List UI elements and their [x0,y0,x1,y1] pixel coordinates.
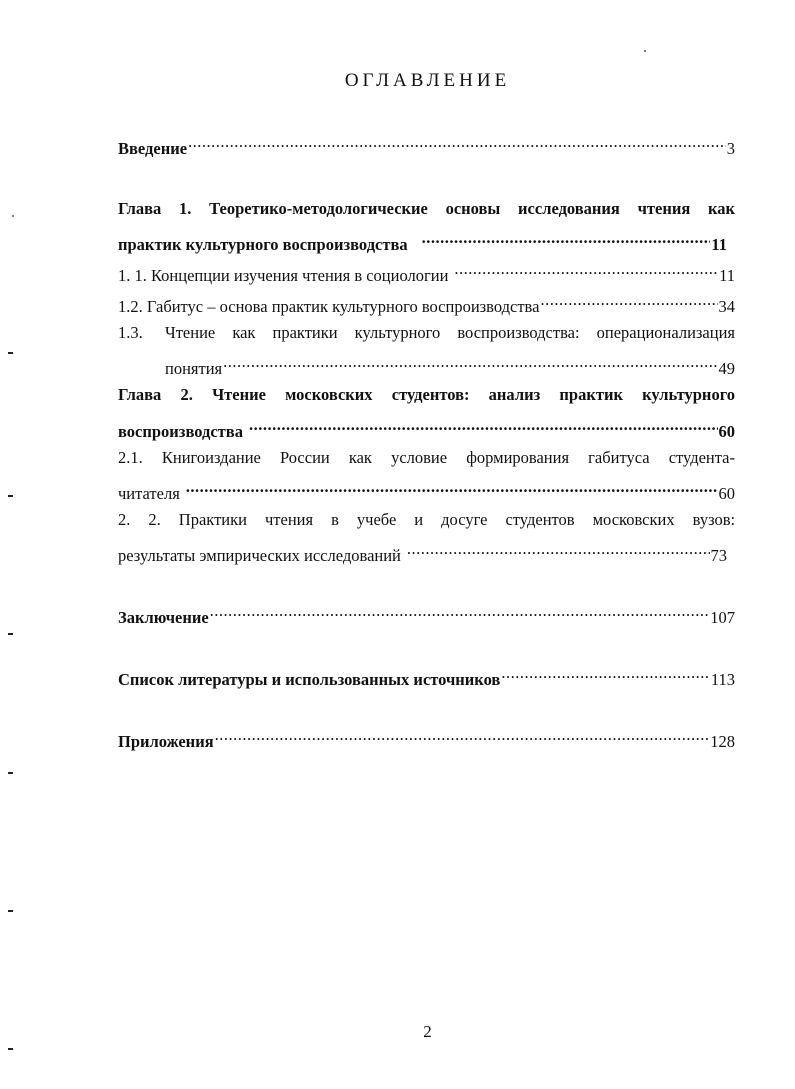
word: анализ [488,385,541,404]
toc-entry-page: 11 [711,235,727,254]
toc-leader-dots [215,727,710,747]
word: московских [285,385,373,404]
scan-speck [12,215,14,217]
toc-entry-label: 1.2. Габитус – основа практик культурного воспроизводства [118,297,540,316]
toc-entry-label: Список литературы и использованных источников [118,670,501,689]
toc-chapter-2-line-2[interactable] [118,417,735,442]
toc-leader-dots [186,479,718,499]
scan-mark [8,910,13,912]
toc-leader-dots [188,134,726,154]
toc-entry-label: 1. 1. Концепции изучения чтения в социологии [118,266,449,285]
scan-mark [8,1048,13,1050]
toc-leader-dots [422,230,711,250]
toc-entry-label: Заключение [118,608,209,627]
toc-entry-label: Введение [118,139,188,158]
toc-entry-page: 60 [718,484,735,503]
toc-leader-dots [223,354,717,374]
toc-section-1-3-line-1[interactable]: Чтение как практики культурного воспроизводства: операционализация [165,323,735,342]
toc-entry-literature[interactable] [118,665,735,690]
toc-entry-label: результаты эмпирических исследований [118,546,401,565]
word: студентов [505,510,575,529]
toc-entry-label: читателя [118,484,180,503]
word: культурного [642,385,736,404]
toc-entry-conclusion[interactable] [118,603,735,628]
word: исследования [518,199,620,218]
word: московских [592,510,675,529]
toc-section-2-2-line-2[interactable] [118,541,727,566]
toc-entry-label: практик культурного воспроизводства [118,235,408,254]
word: досуге [441,510,488,529]
toc-leader-dots [407,541,710,561]
word: Книгоиздание [161,448,261,467]
scan-mark [8,772,13,774]
toc-entry-intro[interactable] [118,134,735,159]
toc-chapter-1-line-1[interactable] [118,199,735,219]
word: чтения [264,510,314,529]
toc-section-1-3-number: 1.3. [118,323,143,342]
toc-leader-dots [210,603,710,623]
toc-section-2-1-line-2[interactable] [118,479,735,504]
toc-section-2-2-line-1[interactable] [118,510,735,530]
scan-mark [8,352,13,354]
toc-chapter-1-line-2[interactable] [118,230,727,255]
word: практик [559,385,623,404]
toc-entry-page: 73 [710,546,727,565]
word: 2. [118,510,131,529]
scan-speck [644,50,646,52]
toc-entry-page: 34 [718,297,735,316]
page-number: 2 [423,1022,432,1041]
toc-entry-label: Приложения [118,732,214,751]
toc-leader-dots [501,665,710,685]
word: студентов: [391,385,470,404]
toc-entry-page: 128 [710,732,735,751]
toc-entry-appendix[interactable] [118,727,735,752]
toc-chapter-2-line-1[interactable] [118,385,735,405]
word: Практики [178,510,247,529]
word: Глава [118,385,162,404]
scan-mark [8,495,13,497]
word: Теоретико-методологические [209,199,428,218]
toc-section-1-2[interactable] [118,292,735,317]
word: 2. [180,385,193,404]
toc-leader-dots [249,417,718,437]
toc-entry-label: воспроизводства [118,422,243,441]
toc-section-1-3-line-2[interactable] [165,354,735,379]
toc-entry-page: 3 [726,139,735,158]
toc-section-1-1[interactable] [118,261,735,286]
word: формирования [466,448,570,467]
word: России [280,448,330,467]
toc-entry-page: 113 [710,670,735,689]
word: в [331,510,339,529]
word: Глава [118,199,162,218]
word: учебе [356,510,397,529]
toc-entry-page: 60 [718,422,735,441]
toc-entry-page: 11 [719,266,735,285]
toc-entry-page: 49 [718,359,735,378]
word: как [348,448,372,467]
word: вузов: [692,510,736,529]
toc-leader-dots [540,292,717,312]
word: студента- [668,448,735,467]
word: условие [391,448,448,467]
word: 2. [148,510,161,529]
word: как [708,199,736,218]
toc-entry-page: 107 [710,608,735,627]
word: 1. [179,199,192,218]
toc-entry-label: понятия [165,359,223,378]
word: габитуса [588,448,650,467]
word: и [414,510,424,529]
toc-leader-dots [454,261,718,281]
page-title: ОГЛАВЛЕНИЕ [344,70,511,91]
word: 2.1. [118,448,143,467]
word: чтения [637,199,691,218]
word: основы [445,199,501,218]
toc-section-2-1-line-1[interactable] [118,448,735,468]
scan-mark [8,633,13,635]
word: Чтение [212,385,266,404]
